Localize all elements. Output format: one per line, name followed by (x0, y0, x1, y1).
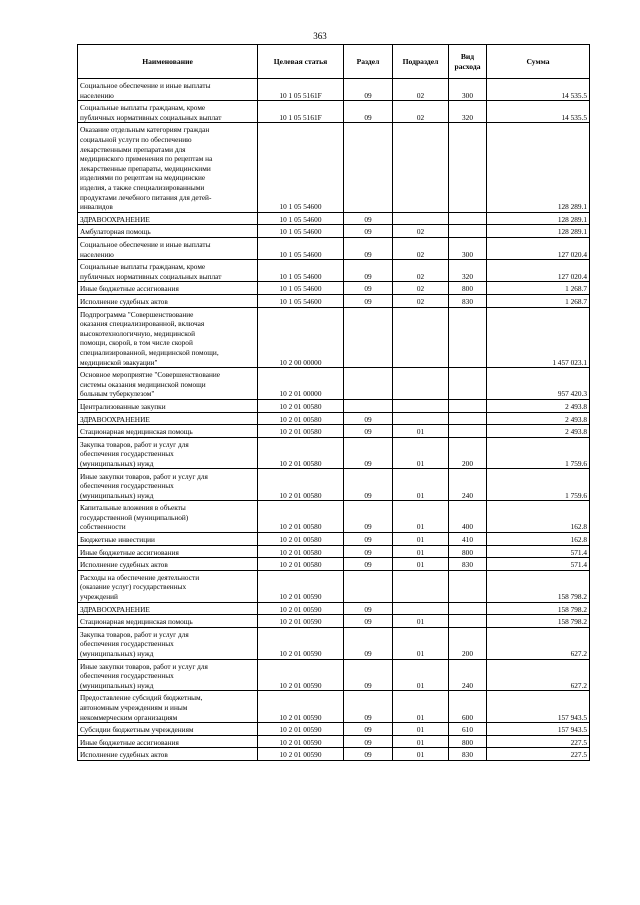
target-article-cell: 10 2 01 00580 (258, 558, 344, 571)
section-cell: 09 (344, 437, 393, 469)
name-line: ЗДРАВООХРАНЕНИЕ (80, 214, 150, 224)
name-line: населению (80, 249, 114, 259)
section-cell: 09 (344, 425, 393, 438)
name-cell (78, 79, 258, 101)
subsection-cell: 01 (393, 723, 449, 736)
name-line: медицинского применения по рецептам на (80, 154, 213, 164)
subsection-cell (393, 368, 449, 400)
subsection-cell: 02 (393, 237, 449, 259)
name-line: Амбулаторная помощь (80, 227, 151, 237)
name-line: населению (80, 90, 114, 100)
name-cell (78, 282, 258, 295)
name-line: Закупка товаров, работ и услуг для (80, 439, 189, 449)
target-article-cell: 10 2 01 00590 (258, 570, 344, 602)
name-cell (78, 260, 258, 282)
subsection-cell: 01 (393, 691, 449, 723)
name-line: (муниципальных) нужд (80, 490, 154, 500)
sum-cell: 14 535.5 (487, 79, 590, 101)
expense-type-cell (449, 570, 487, 602)
target-article-cell: 10 2 01 00590 (258, 691, 344, 723)
subsection-cell: 01 (393, 659, 449, 691)
name-line: учреждений (80, 592, 118, 602)
name-line: ЗДРАВООХРАНЕНИЕ (80, 414, 150, 424)
sum-cell: 158 798.2 (487, 602, 590, 615)
table-row (78, 237, 590, 259)
subsection-cell (393, 212, 449, 225)
name-line: Бюджетные инвестиции (80, 535, 155, 545)
name-line: Исполнение судебных актов (80, 560, 168, 570)
expense-type-cell: 410 (449, 533, 487, 546)
name-line: изделия, а также специализированными (80, 182, 205, 192)
section-cell (344, 307, 393, 368)
expense-type-cell: 800 (449, 282, 487, 295)
name-line: обеспечения государственных (80, 639, 174, 649)
header-section: Раздел (344, 45, 393, 79)
subsection-cell (393, 570, 449, 602)
target-article-cell: 10 2 01 00580 (258, 501, 344, 533)
subsection-cell: 01 (393, 735, 449, 748)
expense-type-cell (449, 412, 487, 425)
expense-type-cell (449, 399, 487, 412)
table-row (78, 399, 590, 412)
subsection-cell: 01 (393, 558, 449, 571)
table-row (78, 225, 590, 238)
target-article-cell: 10 1 05 54600 (258, 294, 344, 307)
sum-cell: 128 289.1 (487, 212, 590, 225)
name-cell (78, 412, 258, 425)
target-article-cell: 10 2 01 00580 (258, 545, 344, 558)
name-line: помощи, скорой, в том числе скорой (80, 338, 193, 348)
target-article-cell: 10 2 01 00580 (258, 437, 344, 469)
expense-type-cell: 300 (449, 79, 487, 101)
target-article-cell: 10 1 05 5161F (258, 79, 344, 101)
table-row (78, 602, 590, 615)
expense-type-cell: 800 (449, 545, 487, 558)
name-cell (78, 691, 258, 723)
table-row (78, 627, 590, 659)
name-line: (муниципальных) нужд (80, 680, 154, 690)
expense-type-cell: 600 (449, 691, 487, 723)
name-line: Предоставление субсидий бюджетным, (80, 693, 203, 703)
name-line: социальной услуги по обеспечению (80, 135, 192, 145)
name-line: государственной (муниципальной) (80, 512, 189, 522)
target-article-cell: 10 2 01 00590 (258, 627, 344, 659)
name-line: (оказание услуг) государственных (80, 582, 187, 592)
subsection-cell (393, 123, 449, 212)
name-cell (78, 558, 258, 571)
name-line: Расходы на обеспечение деятельности (80, 572, 200, 582)
section-cell (344, 570, 393, 602)
expense-type-cell: 240 (449, 469, 487, 501)
section-cell: 09 (344, 545, 393, 558)
name-line: Субсидии бюджетным учреждениям (80, 725, 194, 735)
section-cell: 09 (344, 533, 393, 546)
name-line: Иные бюджетные ассигнования (80, 737, 179, 747)
name-cell (78, 294, 258, 307)
subsection-cell: 02 (393, 79, 449, 101)
name-line: лекарственными препаратами для (80, 144, 186, 154)
section-cell: 09 (344, 79, 393, 101)
subsection-cell: 01 (393, 615, 449, 628)
name-line: Подпрограмма "Совершенствование (80, 309, 194, 319)
expense-type-cell: 200 (449, 437, 487, 469)
section-cell: 09 (344, 282, 393, 295)
sum-cell: 2 493.8 (487, 425, 590, 438)
sum-cell: 2 493.8 (487, 399, 590, 412)
sum-cell: 571.4 (487, 545, 590, 558)
section-cell: 09 (344, 659, 393, 691)
name-cell (78, 570, 258, 602)
sum-cell: 627.2 (487, 627, 590, 659)
expense-type-cell: 830 (449, 748, 487, 761)
target-article-cell: 10 2 01 00590 (258, 615, 344, 628)
name-line: Иные бюджетные ассигнования (80, 547, 179, 557)
expense-type-cell: 610 (449, 723, 487, 736)
name-line: медицинской эвакуации" (80, 357, 158, 367)
name-line: обеспечения государственных (80, 481, 174, 491)
name-cell (78, 212, 258, 225)
target-article-cell: 10 2 01 00580 (258, 412, 344, 425)
table-row (78, 307, 590, 368)
table-row (78, 748, 590, 761)
name-cell (78, 533, 258, 546)
section-cell: 09 (344, 469, 393, 501)
target-article-cell: 10 1 05 54600 (258, 282, 344, 295)
name-line: Оказание отдельным категориям граждан (80, 125, 210, 135)
name-line: публичных нормативных социальных выплат (80, 112, 222, 122)
table-row (78, 294, 590, 307)
name-line: Стационарная медицинская помощь (80, 617, 193, 627)
section-cell: 09 (344, 225, 393, 238)
table-row (78, 437, 590, 469)
name-cell (78, 225, 258, 238)
table-header-row (78, 45, 590, 79)
target-article-cell: 10 1 05 54600 (258, 212, 344, 225)
subsection-cell: 01 (393, 469, 449, 501)
expense-type-cell: 200 (449, 627, 487, 659)
name-line: автономным учреждениям и иным (80, 703, 188, 713)
name-line: лекарственные препараты, медицинскими (80, 163, 211, 173)
name-cell (78, 437, 258, 469)
name-cell (78, 399, 258, 412)
expense-type-cell: 240 (449, 659, 487, 691)
table-row (78, 691, 590, 723)
section-cell: 09 (344, 501, 393, 533)
table-row (78, 469, 590, 501)
sum-cell: 1 268.7 (487, 294, 590, 307)
name-line: собственности (80, 522, 126, 532)
subsection-cell (393, 412, 449, 425)
section-cell (344, 399, 393, 412)
table-row (78, 615, 590, 628)
name-line: системы оказания медицинской помощи (80, 379, 206, 389)
section-cell: 09 (344, 723, 393, 736)
subsection-cell (393, 399, 449, 412)
table-row (78, 533, 590, 546)
name-cell (78, 659, 258, 691)
name-line: Стационарная медицинская помощь (80, 427, 193, 437)
table-row (78, 545, 590, 558)
sum-cell: 627.2 (487, 659, 590, 691)
expense-type-cell (449, 123, 487, 212)
target-article-cell: 10 2 01 00590 (258, 748, 344, 761)
name-line: Централизованные закупки (80, 401, 166, 411)
section-cell: 09 (344, 212, 393, 225)
table-row (78, 412, 590, 425)
name-cell (78, 237, 258, 259)
section-cell: 09 (344, 691, 393, 723)
target-article-cell: 10 2 01 00590 (258, 659, 344, 691)
name-cell (78, 735, 258, 748)
section-cell: 09 (344, 294, 393, 307)
table-row (78, 79, 590, 101)
subsection-cell: 02 (393, 282, 449, 295)
subsection-cell: 01 (393, 533, 449, 546)
section-cell: 09 (344, 260, 393, 282)
name-cell (78, 602, 258, 615)
sum-cell: 127 020.4 (487, 237, 590, 259)
sum-cell: 1 457 023.1 (487, 307, 590, 368)
sum-cell: 227.5 (487, 735, 590, 748)
target-article-cell: 10 2 01 00580 (258, 533, 344, 546)
section-cell: 09 (344, 627, 393, 659)
name-line: оказания специализированной, включая (80, 319, 205, 329)
sum-cell: 158 798.2 (487, 615, 590, 628)
sum-cell: 1 268.7 (487, 282, 590, 295)
section-cell: 09 (344, 615, 393, 628)
sum-cell: 162.8 (487, 501, 590, 533)
name-line: Социальное обеспечение и иные выплаты (80, 81, 211, 90)
table-row (78, 501, 590, 533)
subsection-cell: 02 (393, 294, 449, 307)
expense-type-cell (449, 225, 487, 238)
subsection-cell: 01 (393, 748, 449, 761)
sum-cell: 227.5 (487, 748, 590, 761)
table-row (78, 570, 590, 602)
section-cell (344, 368, 393, 400)
target-article-cell: 10 2 01 00580 (258, 469, 344, 501)
name-cell (78, 545, 258, 558)
subsection-cell (393, 307, 449, 368)
subsection-cell: 01 (393, 425, 449, 438)
name-line: высокотехнологичную, медицинской (80, 328, 195, 338)
subsection-cell: 01 (393, 437, 449, 469)
expense-type-cell (449, 615, 487, 628)
sum-cell: 1 759.6 (487, 469, 590, 501)
section-cell: 09 (344, 558, 393, 571)
header-subsection: Подраздел (393, 45, 449, 79)
name-cell (78, 723, 258, 736)
sum-cell: 157 943.5 (487, 691, 590, 723)
section-cell: 09 (344, 237, 393, 259)
budget-table (77, 44, 590, 761)
name-line: Социальное обеспечение и иные выплаты (80, 239, 211, 249)
expense-type-cell: 800 (449, 735, 487, 748)
sum-cell: 157 943.5 (487, 723, 590, 736)
header-sum: Сумма (487, 45, 590, 79)
name-line: некоммерческим организациям (80, 712, 178, 722)
subsection-cell: 01 (393, 545, 449, 558)
name-cell (78, 307, 258, 368)
name-cell (78, 501, 258, 533)
target-article-cell: 10 1 05 54600 (258, 237, 344, 259)
name-line: (муниципальных) нужд (80, 649, 154, 659)
table-row (78, 260, 590, 282)
subsection-cell: 02 (393, 101, 449, 123)
expense-type-cell (449, 425, 487, 438)
table-body (78, 79, 590, 761)
expense-type-cell (449, 307, 487, 368)
name-cell (78, 101, 258, 123)
name-line: обеспечения государственных (80, 449, 174, 459)
section-cell: 09 (344, 412, 393, 425)
subsection-cell: 02 (393, 225, 449, 238)
target-article-cell: 10 1 05 54600 (258, 123, 344, 212)
header-expense-type: Вид расхода (449, 45, 487, 79)
sum-cell: 571.4 (487, 558, 590, 571)
name-line: Основное мероприятие "Совершенствование (80, 370, 220, 380)
name-line: изделиями по рецептам на медицинские (80, 173, 206, 183)
target-article-cell: 10 2 01 00580 (258, 425, 344, 438)
table-row (78, 558, 590, 571)
name-line: Социальные выплаты гражданам, кроме (80, 103, 206, 113)
name-line: Социальные выплаты гражданам, кроме (80, 262, 206, 272)
table-row (78, 659, 590, 691)
target-article-cell: 10 2 00 00000 (258, 307, 344, 368)
name-cell (78, 123, 258, 212)
expense-type-cell: 320 (449, 101, 487, 123)
target-article-cell: 10 2 01 00000 (258, 368, 344, 400)
name-line: Иные закупки товаров, работ и услуг для (80, 661, 208, 671)
header-name: Наименование (78, 45, 258, 79)
sum-cell: 158 798.2 (487, 570, 590, 602)
sum-cell: 127 020.4 (487, 260, 590, 282)
expense-type-cell: 300 (449, 237, 487, 259)
table-row (78, 123, 590, 212)
target-article-cell: 10 2 01 00590 (258, 602, 344, 615)
name-cell (78, 469, 258, 501)
table-row (78, 425, 590, 438)
target-article-cell: 10 1 05 54600 (258, 225, 344, 238)
name-cell (78, 748, 258, 761)
expense-type-cell (449, 602, 487, 615)
subsection-cell: 02 (393, 260, 449, 282)
expense-type-cell: 830 (449, 558, 487, 571)
table-row (78, 723, 590, 736)
section-cell: 09 (344, 748, 393, 761)
sum-cell: 2 493.8 (487, 412, 590, 425)
name-cell (78, 627, 258, 659)
section-cell: 09 (344, 101, 393, 123)
target-article-cell: 10 2 01 00590 (258, 723, 344, 736)
table-row (78, 101, 590, 123)
name-line: продуктами лечебного питания для детей- (80, 192, 212, 202)
name-line: Закупка товаров, работ и услуг для (80, 629, 189, 639)
name-cell (78, 425, 258, 438)
target-article-cell: 10 2 01 00590 (258, 735, 344, 748)
subsection-cell: 01 (393, 501, 449, 533)
name-cell (78, 615, 258, 628)
name-line: специализированной, медицинской помощи, (80, 347, 219, 357)
subsection-cell (393, 602, 449, 615)
page-number: 363 (313, 31, 327, 41)
name-line: публичных нормативных социальных выплат (80, 271, 222, 281)
table-row (78, 282, 590, 295)
expense-type-cell: 830 (449, 294, 487, 307)
table-row (78, 735, 590, 748)
name-line: обеспечения государственных (80, 671, 174, 681)
section-cell: 09 (344, 602, 393, 615)
expense-type-cell (449, 212, 487, 225)
expense-type-cell (449, 368, 487, 400)
table-row (78, 212, 590, 225)
name-line: Исполнение судебных актов (80, 750, 168, 760)
subsection-cell: 01 (393, 627, 449, 659)
target-article-cell: 10 2 01 00580 (258, 399, 344, 412)
table-row (78, 368, 590, 400)
name-line: Исполнение судебных актов (80, 296, 168, 306)
header-target-article: Целевая статья (258, 45, 344, 79)
name-line: Иные бюджетные ассигнования (80, 284, 179, 294)
expense-type-cell: 400 (449, 501, 487, 533)
sum-cell: 162.8 (487, 533, 590, 546)
target-article-cell: 10 1 05 54600 (258, 260, 344, 282)
sum-cell: 128 289.1 (487, 123, 590, 212)
name-line: ЗДРАВООХРАНЕНИЕ (80, 604, 150, 614)
name-cell (78, 368, 258, 400)
name-line: инвалидов (80, 202, 113, 212)
expense-type-cell: 320 (449, 260, 487, 282)
section-cell (344, 123, 393, 212)
name-line: Капитальные вложения в объекты (80, 503, 186, 513)
name-line: Иные закупки товаров, работ и услуг для (80, 471, 208, 481)
target-article-cell: 10 1 05 5161F (258, 101, 344, 123)
sum-cell: 128 289.1 (487, 225, 590, 238)
sum-cell: 957 420.3 (487, 368, 590, 400)
name-line: больным туберкулезом" (80, 389, 155, 399)
sum-cell: 14 535.5 (487, 101, 590, 123)
name-line: (муниципальных) нужд (80, 458, 154, 468)
section-cell: 09 (344, 735, 393, 748)
sum-cell: 1 759.6 (487, 437, 590, 469)
